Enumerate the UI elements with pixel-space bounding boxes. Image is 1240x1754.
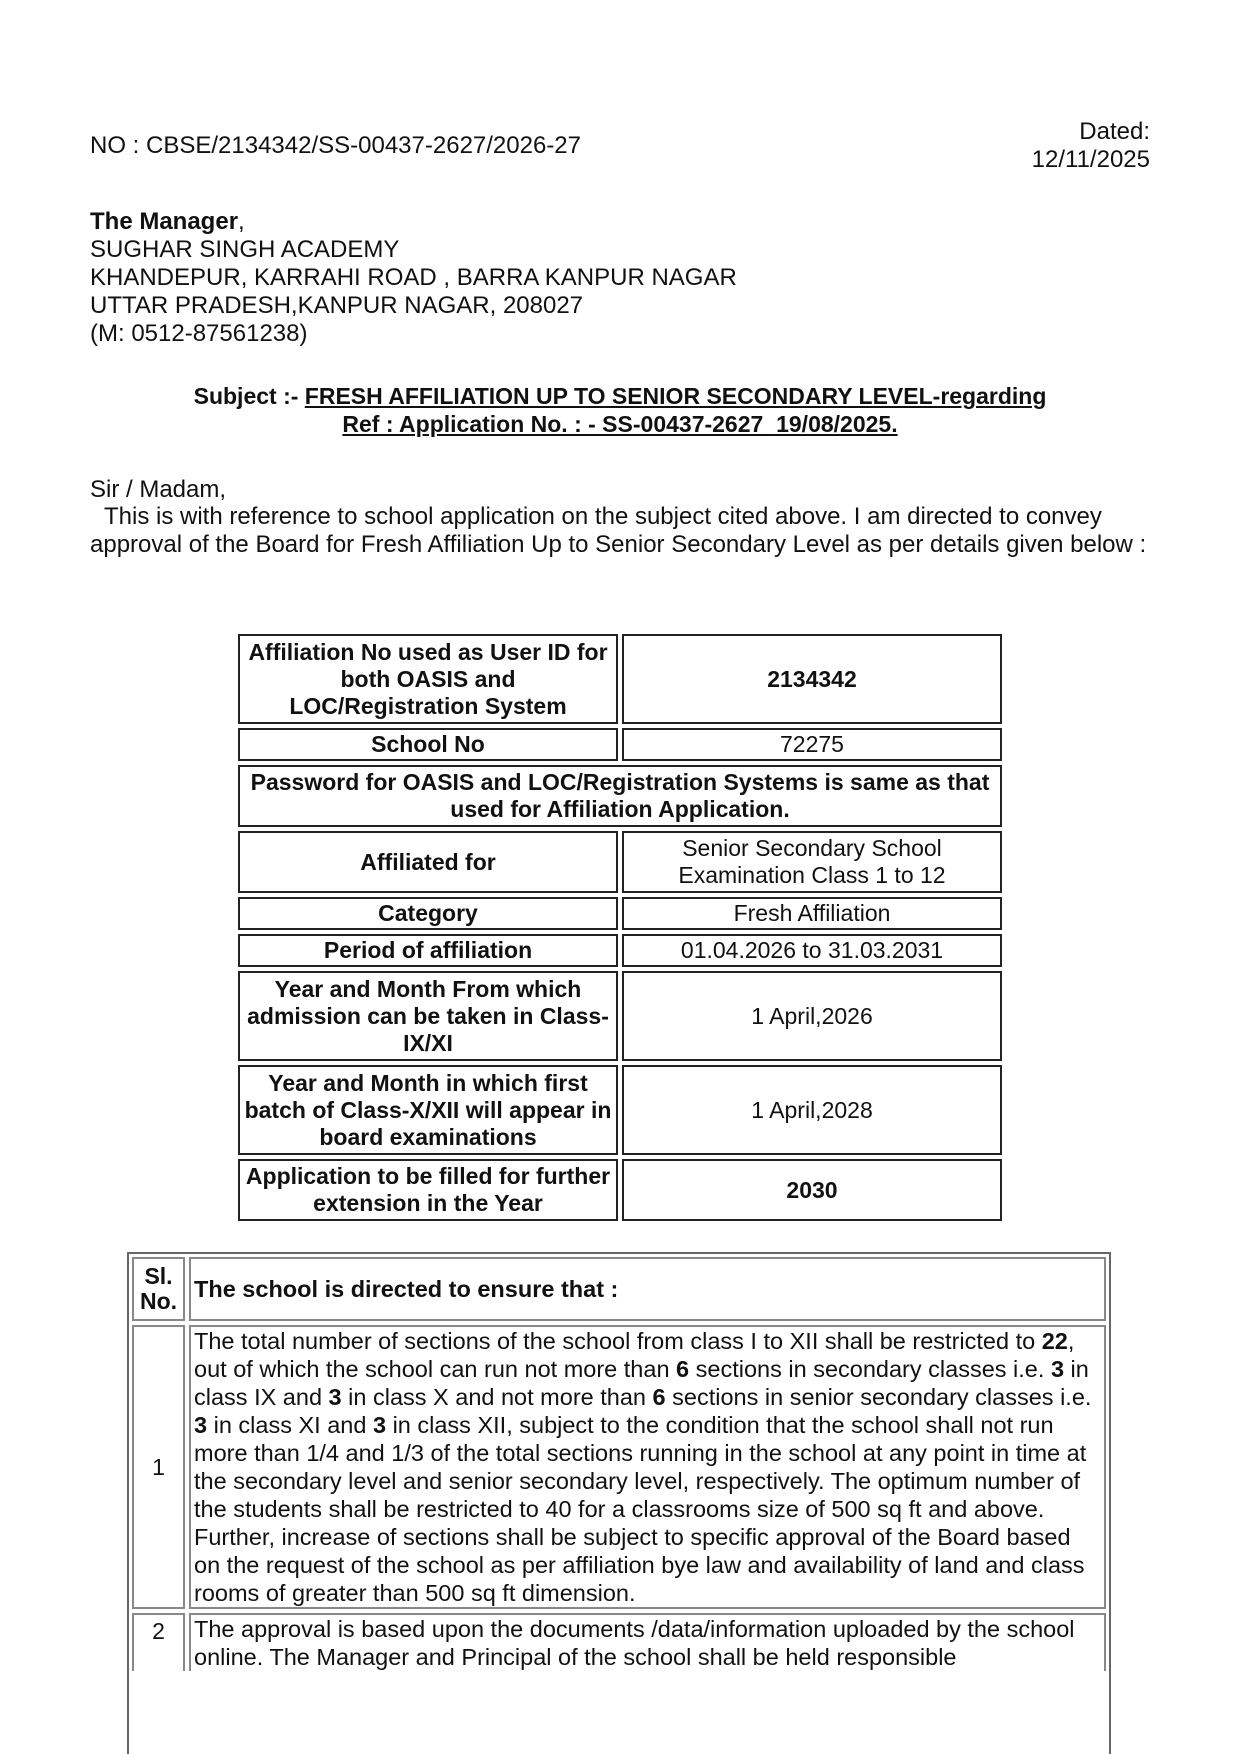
category-value: Fresh Affiliation [622,897,1002,930]
subject-reference: Ref : Application No. : - SS-00437-2627_19/08/2025. [342,411,898,437]
subject-label: Subject :- [193,383,305,409]
details-row [238,1159,1002,1221]
directives-header-row [132,1257,1106,1321]
directive-text: The total number of sections of the school from class I to XII shall be restricted to 22, out of which the school can run not more than 6 sections in secondary classes i.e. 3 in class IX and 3 in class X and not more than 6 sections in senior secondary classes i.e. 3 in class XI and 3 in class XII, subject to the condition that the school shall not run more than 1/4 and 1/3 of the total sections running in the school at any point in time at the secondary level and senior secondary level, respectively. The optimum number of the students shall be restricted to 40 for a classrooms size of 500 sq ft and above. Further, increase of sections shall be subject to specific approval of the Board based on the request of the school as per affiliation bye law and availability of land and class rooms of greater than 500 sq ft dimension. [189,1325,1106,1609]
affiliation-no-value: 2134342 [622,634,1002,724]
details-row [238,934,1002,967]
details-row [238,1065,1002,1155]
salutation: Sir / Madam, [90,476,227,503]
details-row [238,897,1002,930]
recipient-address: The Manager, SUGHAR SINGH ACADEMY KHANDEPUR, KARRAHI ROAD , BARRA KANPUR NAGAR UTTAR PRADESH,KANPUR NAGAR, 208027 (M: 0512-87561238) [90,208,737,347]
letter-body-text: This is with reference to school application on the subject cited above. I am directed to convey approval of the Board for Fresh Affiliation Up to Senior Secondary Level as per details given below : [90,503,1147,558]
first-batch-label: Year and Month in which first batch of Class-X/XII will appear in board examinations [238,1065,618,1155]
affiliation-no-label: Affiliation No used as User ID for both OASIS and LOC/Registration System [238,634,618,724]
affiliated-for-value: Senior Secondary School Examination Class 1 to 12 [622,831,1002,893]
recipient-title: The Manager [90,208,239,235]
password-note: Password for OASIS and LOC/Registration Systems is same as that used for Affiliation Application. [238,765,1002,827]
letter-body [90,503,1152,559]
details-row [238,831,1002,893]
dated-label: Dated: [1079,118,1150,145]
period-label: Period of affiliation [238,934,618,967]
details-row [238,971,1002,1061]
details-row [238,634,1002,724]
affiliation-details-table [238,634,1002,1225]
directive-row [132,1613,1106,1671]
details-row [238,765,1002,827]
subject-block [90,382,1150,438]
extension-value: 2030 [622,1159,1002,1221]
address-phone: (M: 0512-87561238) [90,320,308,347]
school-no-label: School No [238,728,618,761]
directive-row [132,1325,1106,1609]
address-line-school: SUGHAR SINGH ACADEMY [90,236,400,263]
details-row [238,728,1002,761]
category-label: Category [238,897,618,930]
address-line-street: KHANDEPUR, KARRAHI ROAD , BARRA KANPUR NAGAR [90,264,737,291]
directives-header: The school is directed to ensure that : [189,1257,1106,1321]
address-line-city: UTTAR PRADESH,KANPUR NAGAR, 208027 [90,292,584,319]
subject-text: FRESH AFFILIATION UP TO SENIOR SECONDARY LEVEL-regarding [304,383,1047,409]
affiliated-for-label: Affiliated for [238,831,618,893]
admission-label: Year and Month From which admission can be taken in Class-IX/XI [238,971,618,1061]
first-batch-value: 1 April,2028 [622,1065,1002,1155]
directives-table [127,1252,1111,1754]
sl-no-header: Sl. No. [132,1257,185,1321]
admission-value: 1 April,2026 [622,971,1002,1061]
reference-number: NO : CBSE/2134342/SS-00437-2627/2026-27 [90,132,582,159]
directive-number: 2 [132,1613,185,1671]
school-no-value: 72275 [622,728,1002,761]
dated-value: 12/11/2025 [1031,146,1150,173]
directive-text: The approval is based upon the documents /data/information uploaded by the school online. The Manager and Principal of the school shall be held responsible [189,1613,1106,1671]
extension-label: Application to be filled for further extension in the Year [238,1159,618,1221]
letter-date [1032,118,1150,174]
directive-number: 1 [132,1325,185,1609]
period-value: 01.04.2026 to 31.03.2031 [622,934,1002,967]
